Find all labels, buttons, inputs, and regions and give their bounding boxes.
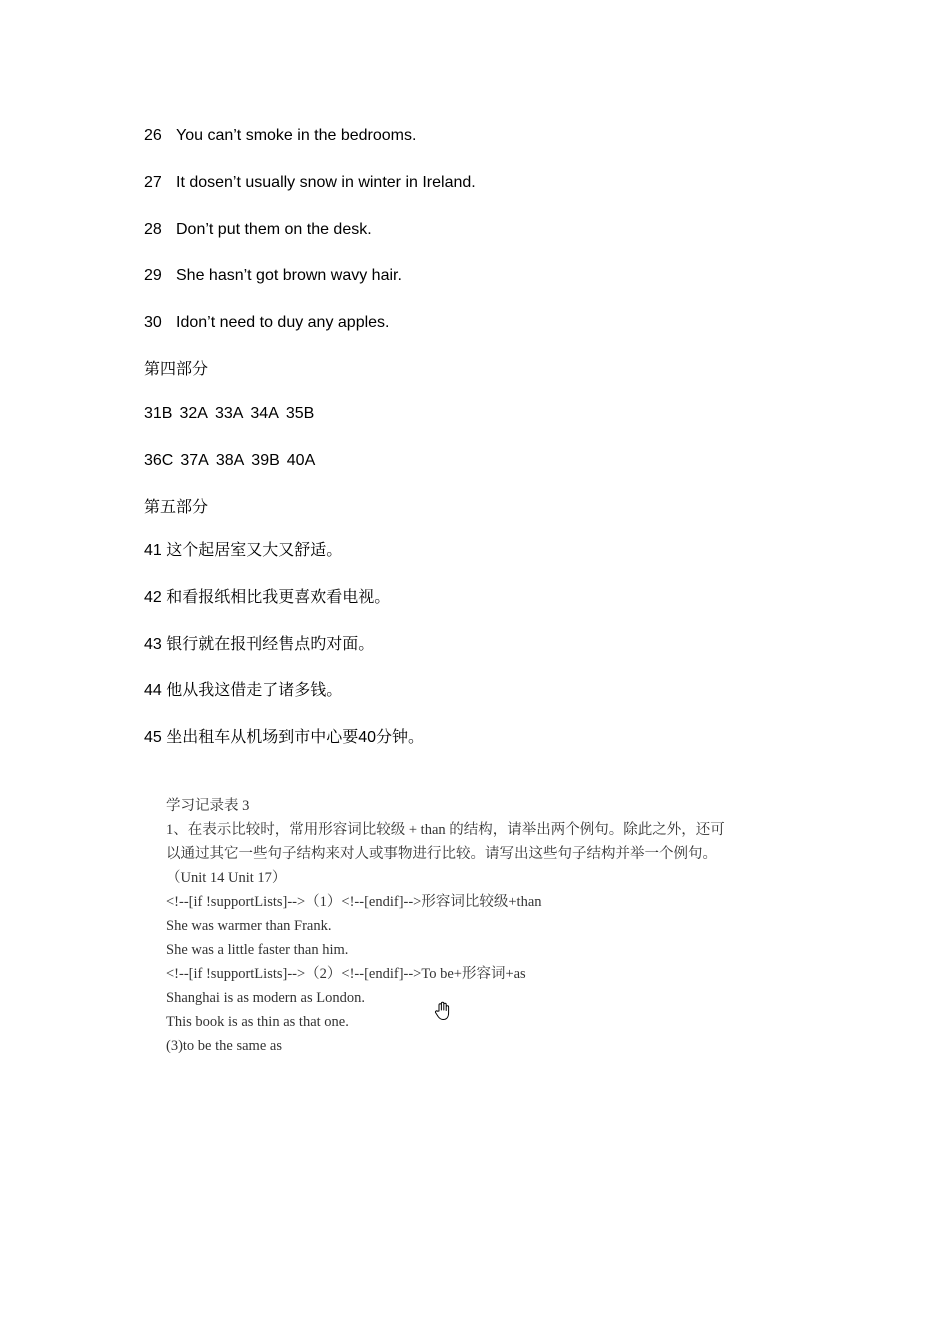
scan-line: She was a little faster than him. bbox=[166, 942, 349, 958]
scan-line: (3)to be the same as bbox=[166, 1038, 282, 1054]
part5-heading: 第五部分 bbox=[144, 499, 209, 516]
item-text: 他从我这借走了诸多钱。 bbox=[166, 682, 343, 699]
item-number: 42 bbox=[144, 589, 162, 606]
item-number: 41 bbox=[144, 542, 162, 559]
answer-number: 28 bbox=[144, 221, 162, 238]
answer-27 bbox=[144, 173, 476, 193]
answer-choice: 34A bbox=[250, 405, 279, 422]
item-text: 和看报纸相比我更喜欢看电视。 bbox=[166, 589, 391, 606]
scan-line: <!--[if !supportLists]-->（2）<!--[endif]-->To be+形容词+as bbox=[166, 966, 526, 982]
scan-line: （Unit 14 Unit 17） bbox=[166, 870, 287, 886]
item-text: 银行就在报刊经售点旳对面。 bbox=[166, 636, 375, 653]
answer-number: 30 bbox=[144, 314, 162, 331]
item-number: 44 bbox=[144, 682, 162, 699]
scan-line: 1、在表示比较时，常用形容词比较级 + than 的结构，请举出两个例句。除此之外，还可 bbox=[166, 822, 725, 838]
answer-28 bbox=[144, 220, 372, 240]
item-text: 坐出租车从机场到市中心要40分钟。 bbox=[166, 729, 425, 746]
item-number: 45 bbox=[144, 729, 162, 746]
answer-number: 29 bbox=[144, 267, 162, 284]
translation-45 bbox=[144, 728, 424, 748]
answer-number: 27 bbox=[144, 174, 162, 191]
answer-choice: 31B bbox=[144, 405, 173, 422]
scan-line: Shanghai is as modern as London. bbox=[166, 990, 365, 1006]
item-text: 这个起居室又大又舒适。 bbox=[166, 542, 343, 559]
answer-text: Idon’t need to duy any apples. bbox=[176, 314, 390, 331]
scan-line: She was warmer than Frank. bbox=[166, 918, 332, 934]
answer-choice: 39B bbox=[251, 452, 280, 469]
item-number: 43 bbox=[144, 636, 162, 653]
scan-title: 学习记录表 3 bbox=[166, 798, 250, 814]
answer-choice: 37A bbox=[180, 452, 209, 469]
answer-choice: 40A bbox=[286, 452, 316, 469]
hand-cursor-icon bbox=[432, 1000, 454, 1022]
scan-line: 以通过其它一些句子结构来对人或事物进行比较。请写出这些句子结构并举一个例句。 bbox=[166, 846, 717, 862]
answer-choice: 33A bbox=[214, 405, 244, 422]
answer-29 bbox=[144, 266, 402, 286]
answer-number: 26 bbox=[144, 127, 162, 144]
scan-line: This book is as thin as that one. bbox=[166, 1014, 349, 1030]
translation-44 bbox=[144, 681, 342, 701]
answer-text: You can’t smoke in the bedrooms. bbox=[176, 127, 417, 144]
answer-choice: 35B bbox=[285, 405, 315, 422]
part4-answers-row1 bbox=[144, 404, 321, 424]
translation-41 bbox=[144, 541, 342, 561]
answer-text: Don’t put them on the desk. bbox=[176, 221, 372, 238]
part4-heading: 第四部分 bbox=[144, 361, 209, 378]
scan-line: <!--[if !supportLists]-->（1）<!--[endif]-->形容词比较级+than bbox=[166, 894, 542, 910]
translation-42 bbox=[144, 588, 390, 608]
answer-choice: 38A bbox=[215, 452, 245, 469]
translation-43 bbox=[144, 635, 374, 655]
answer-text: She hasn’t got brown wavy hair. bbox=[176, 267, 402, 284]
answer-choice: 36C bbox=[144, 452, 174, 469]
part4-answers-row2 bbox=[144, 451, 322, 471]
answer-text: It dosen’t usually snow in winter in Ireland. bbox=[176, 174, 476, 191]
answer-choice: 32A bbox=[179, 405, 208, 422]
answer-26 bbox=[144, 126, 416, 146]
answer-30 bbox=[144, 313, 390, 333]
